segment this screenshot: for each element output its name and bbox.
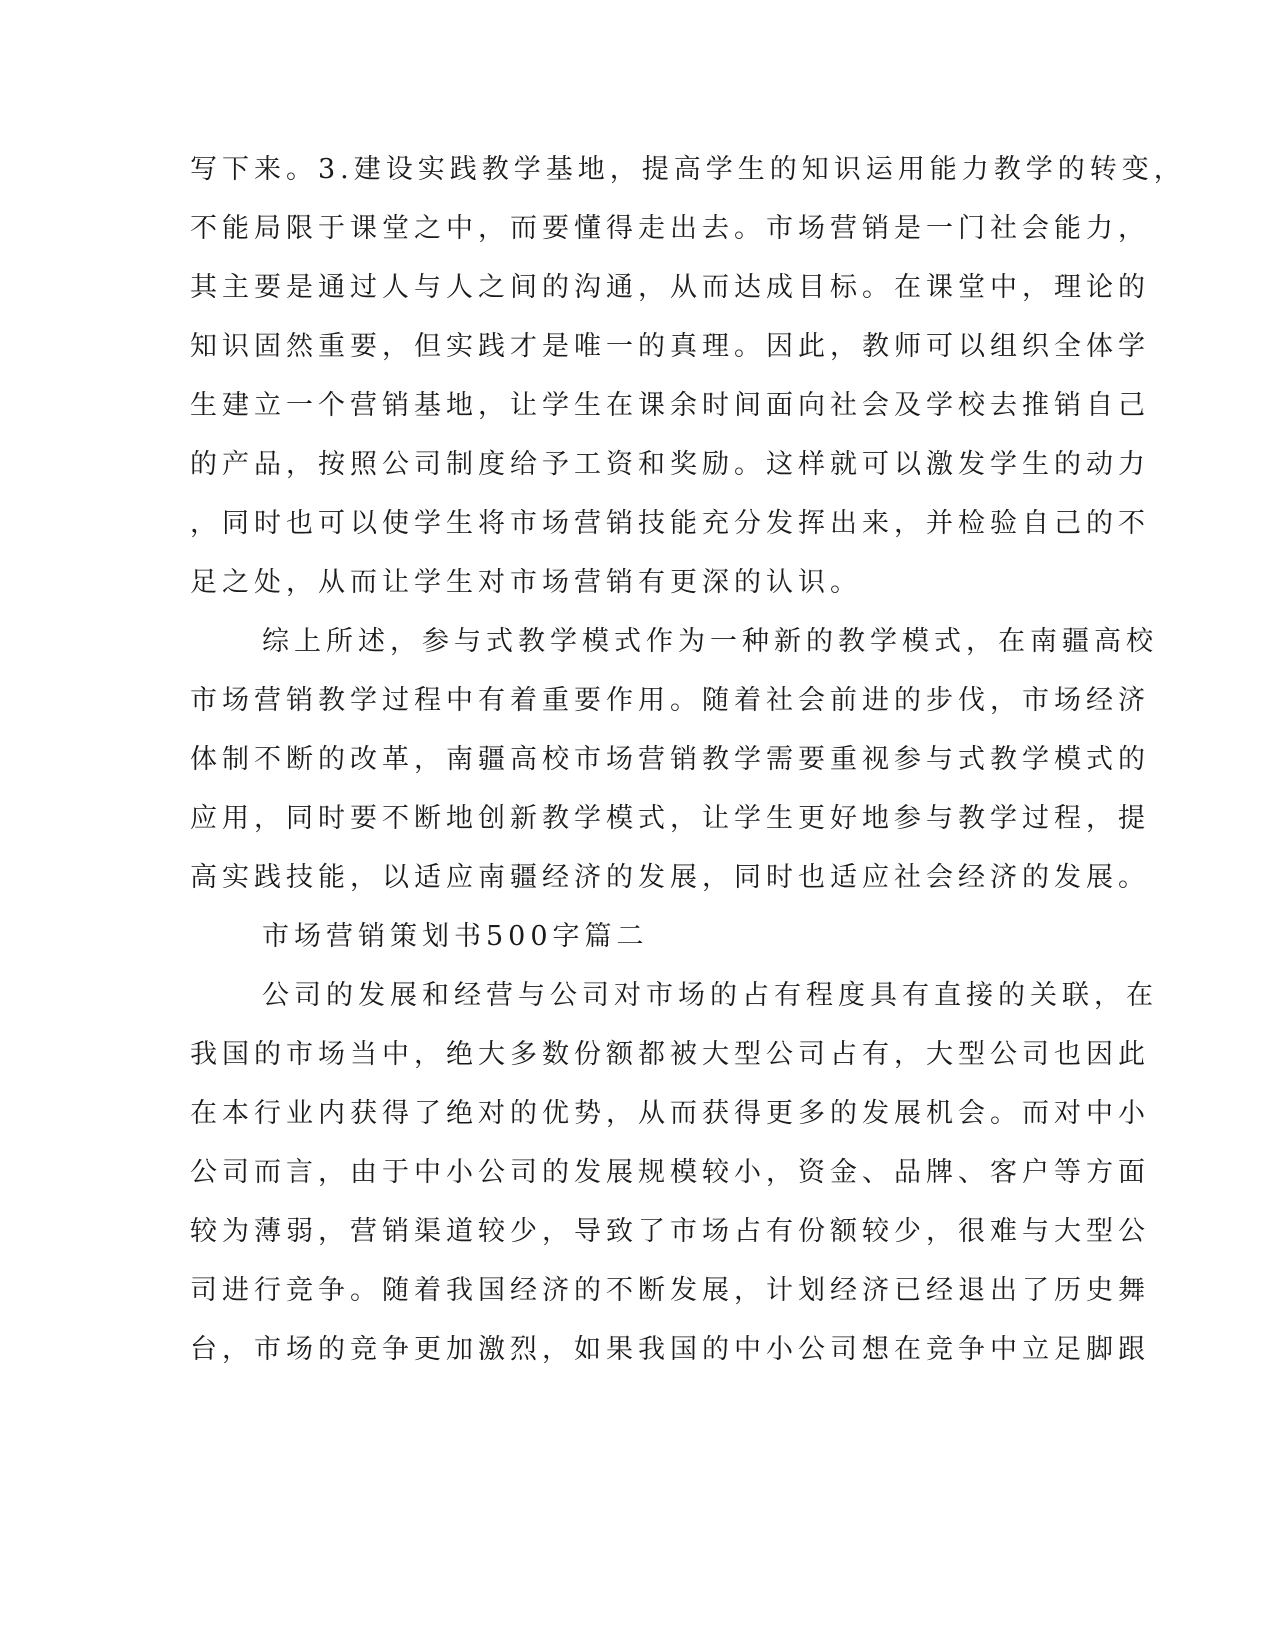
- text-line: 公司的发展和经营与公司对市场的占有程度具有直接的关联，在: [262, 980, 1158, 1011]
- text-line: 台，市场的竞争更加激烈，如果我国的中小公司想在竞争中立足脚跟: [190, 1334, 1150, 1365]
- text-line: 写下来。3.建设实践教学基地，提高学生的知识运用能力教学的转变，: [190, 154, 1186, 185]
- text-line: 体制不断的改革，南疆高校市场营销教学需要重视参与式教学模式的: [190, 744, 1150, 775]
- text-line: 高实践技能，以适应南疆经济的发展，同时也适应社会经济的发展。: [190, 862, 1150, 893]
- text-line: 公司而言，由于中小公司的发展规模较小，资金、品牌、客户等方面: [190, 1157, 1150, 1188]
- text-line: 其主要是通过人与人之间的沟通，从而达成目标。在课堂中，理论的: [190, 272, 1150, 303]
- text-line: 的产品，按照公司制度给予工资和奖励。这样就可以激发学生的动力: [190, 449, 1150, 480]
- section-heading: 市场营销策划书500字篇二: [262, 921, 649, 952]
- text-line: 市场营销教学过程中有着重要作用。随着社会前进的步伐，市场经济: [190, 685, 1150, 716]
- text-line: 司进行竞争。随着我国经济的不断发展，计划经济已经退出了历史舞: [190, 1275, 1150, 1306]
- text-line: 我国的市场当中，绝大多数份额都被大型公司占有，大型公司也因此: [190, 1039, 1150, 1070]
- text-line: 生建立一个营销基地，让学生在课余时间面向社会及学校去推销自己: [190, 390, 1150, 421]
- text-line: 足之处，从而让学生对市场营销有更深的认识。: [190, 567, 862, 598]
- text-line: 较为薄弱，营销渠道较少，导致了市场占有份额较少，很难与大型公: [190, 1216, 1150, 1247]
- text-line: ，同时也可以使学生将市场营销技能充分发挥出来，并检验自己的不: [190, 508, 1150, 539]
- text-line: 知识固然重要，但实践才是唯一的真理。因此，教师可以组织全体学: [190, 331, 1150, 362]
- text-line: 在本行业内获得了绝对的优势，从而获得更多的发展机会。而对中小: [190, 1098, 1150, 1129]
- text-line: 不能局限于课堂之中，而要懂得走出去。市场营销是一门社会能力，: [190, 213, 1150, 244]
- text-line: 应用，同时要不断地创新教学模式，让学生更好地参与教学过程，提: [190, 803, 1150, 834]
- text-line: 综上所述，参与式教学模式作为一种新的教学模式，在南疆高校: [262, 626, 1158, 657]
